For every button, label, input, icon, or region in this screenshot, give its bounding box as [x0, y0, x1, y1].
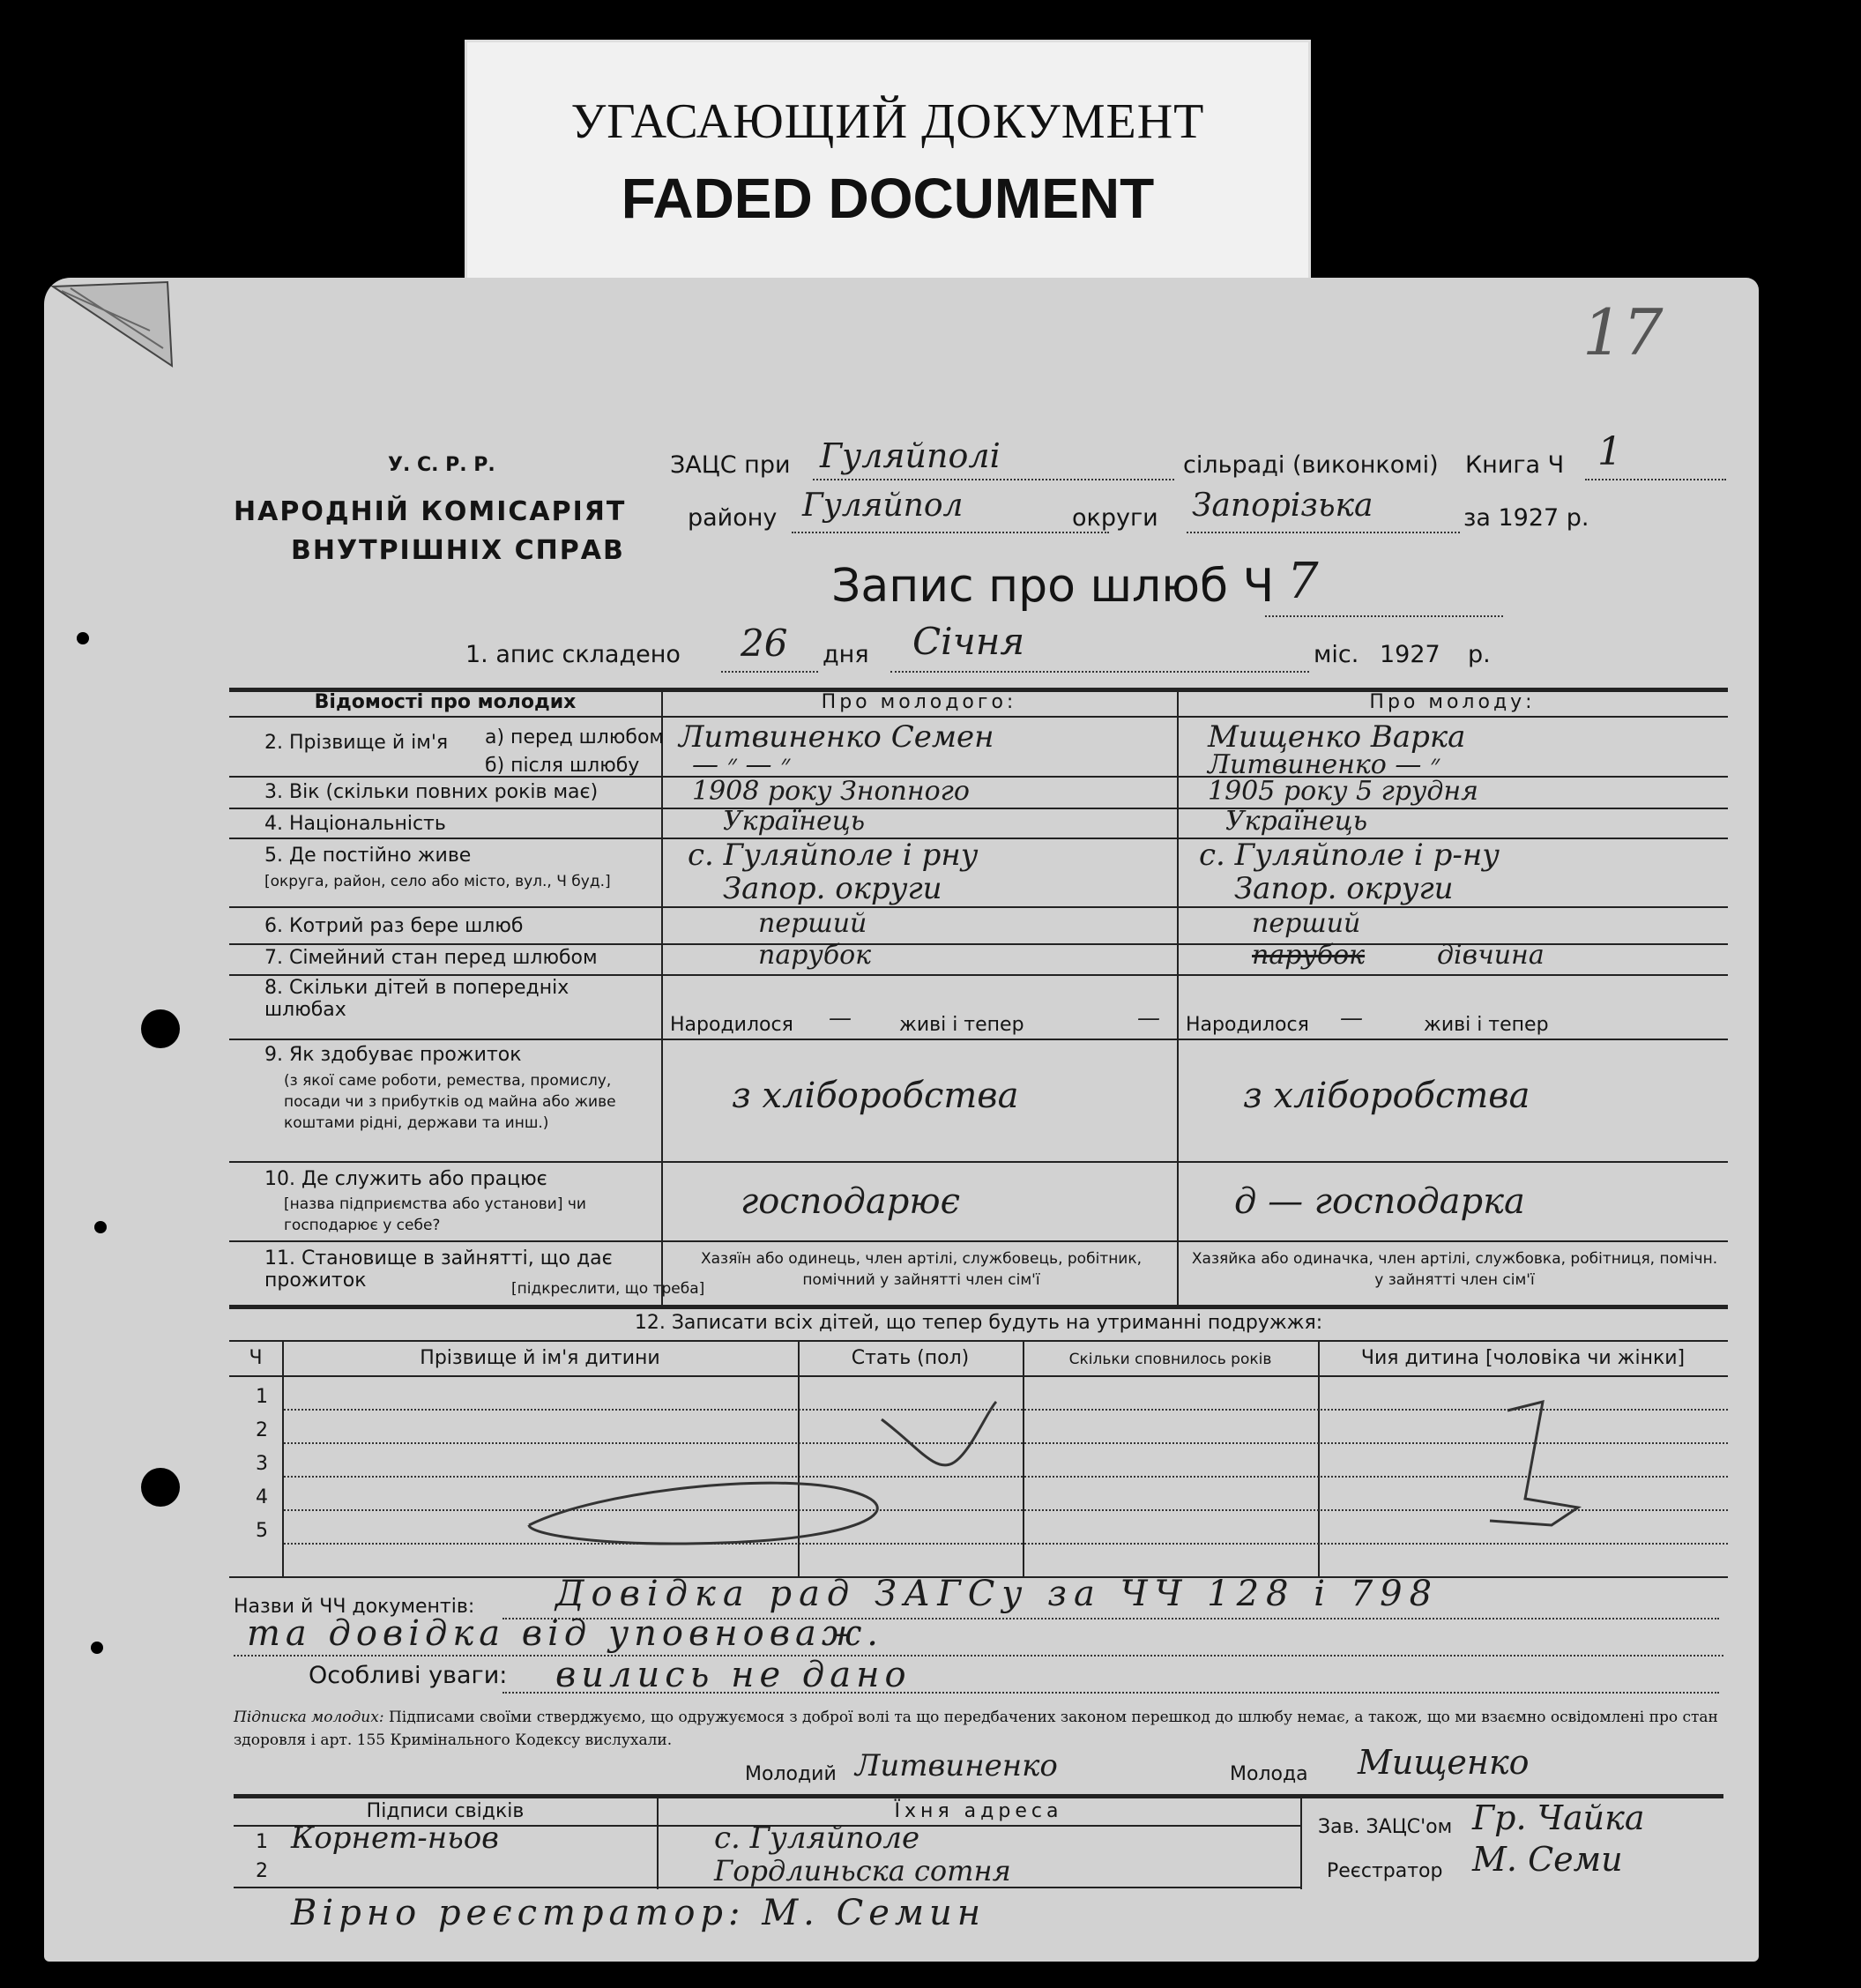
okrug-line: [1187, 525, 1460, 533]
bride-workplace: д — господарка: [1234, 1181, 1525, 1222]
children-col-age: Скільки сповнилось років: [1068, 1351, 1272, 1368]
row9-label: 9. Як здобуває прожиток: [264, 1044, 522, 1066]
registrar-signature: М. Семи: [1472, 1840, 1623, 1879]
bride-nationality: Українець: [1225, 806, 1368, 837]
groom-age: 1908 року Знопного: [692, 776, 970, 807]
col-info: Відомості про молодих: [314, 691, 577, 713]
witness1-name: Корнет-ньов: [291, 1820, 499, 1856]
groom-alive-label: живі і тепер: [899, 1014, 1024, 1036]
bride-born-label: Народилося: [1186, 1014, 1309, 1036]
bride-marital-status-struck: парубок: [1252, 940, 1366, 971]
bride-residence-2: Запор. округи: [1234, 871, 1454, 906]
witness-number: 1: [256, 1831, 268, 1853]
okrug-value: Запорізька: [1192, 488, 1373, 524]
witness2-address: Гордлиньска сотня: [714, 1854, 1011, 1887]
groom-name-before: Литвиненко Семен: [679, 719, 994, 755]
bride-residence-1: с. Гуляйполе і р-ну: [1199, 838, 1500, 873]
label-english: FADED DOCUMENT: [621, 167, 1155, 230]
row2-label: 2. Прізвище й ім'я: [264, 732, 449, 754]
groom-marriage-count: перший: [758, 908, 867, 939]
entry-month-label: міс.: [1314, 641, 1359, 668]
children-strikeout-mark: [229, 1375, 1728, 1578]
bride-age: 1905 року 5 грудня: [1208, 776, 1479, 807]
district-value: Гуляйпол: [802, 488, 964, 524]
groom-marital-status: парубок: [758, 940, 872, 971]
footer-note: Вірно реєстратор: М. Семин: [291, 1893, 986, 1933]
punch-hole: [141, 1009, 180, 1048]
punch-hole: [141, 1468, 180, 1507]
row7-label: 7. Сімейний стан перед шлюбом: [264, 947, 598, 969]
children-col-number: Ч: [249, 1347, 263, 1369]
row10-note: [назва підприємства або установи] чи господарює у себе?: [284, 1195, 586, 1234]
year-text: за 1927 р.: [1463, 504, 1589, 532]
child-row-number: 1: [256, 1386, 268, 1408]
groom-residence-1: с. Гуляйполе і рну: [688, 838, 979, 873]
children-title: 12. Записати всіх дітей, що тепер будуть на утриманні подружжя:: [634, 1312, 1323, 1334]
row10-label: 10. Де служить або працює: [264, 1168, 547, 1190]
children-col-sex: Стать (пол): [851, 1347, 970, 1369]
groom-livelihood: з хліборобства: [732, 1076, 1019, 1116]
faded-document-label: [465, 40, 1311, 291]
entry-day: 26: [741, 622, 788, 665]
row5-note: [округа, район, село або місто, вул., Ч буд.]: [264, 873, 611, 890]
bride-children-born: —: [1340, 1005, 1363, 1031]
ministry-line1: НАРОДНІЙ КОМІСАРІЯТ: [234, 496, 627, 527]
declaration-text: Підписами своїми стверджуємо, що одружуємося з доброї волі та що передбачених законом перешкод до шлюбу немає, а також, що ми взаємно освідомлені про стан здоровля і арт. 155 Кримінального Кодексу вислухали.: [234, 1709, 1718, 1749]
bride-signature: Мищенко: [1358, 1743, 1530, 1782]
groom-nationality: Українець: [723, 806, 866, 837]
registrar-label: Реєстратор: [1327, 1860, 1443, 1882]
row11-note: [підкреслити, що треба]: [511, 1280, 705, 1298]
bride-alive-label: живі і тепер: [1424, 1014, 1549, 1036]
row9-note: (з якої саме роботи, ремества, промислу, посади чи з прибутків од майна або живе коштами рідні, держави та инш.): [284, 1072, 616, 1132]
groom-workplace: господарює: [741, 1181, 960, 1222]
page-number: 17: [1582, 295, 1664, 369]
zags-place: Гуляйполі: [820, 436, 1001, 475]
marriage-details-table: [229, 688, 1728, 1578]
groom-children-alive: —: [1137, 1005, 1160, 1031]
child-row-number: 4: [256, 1486, 268, 1508]
row4-label: 4. Національність: [264, 813, 446, 835]
groom-signature: Литвиненко: [855, 1748, 1058, 1783]
remarks-label: Особливі уваги:: [309, 1662, 508, 1689]
entry-month-line: [890, 664, 1309, 673]
child-row-number: 5: [256, 1520, 268, 1542]
row6-label: 6. Котрий раз бере шлюб: [264, 915, 524, 937]
col-bride: Про молоду:: [1369, 691, 1536, 713]
groom-born-label: Народилося: [670, 1014, 793, 1036]
entry-year: 1927: [1380, 641, 1440, 668]
entry-prefix: 1. апис складено: [465, 641, 681, 668]
label-russian: УГАСАЮЩИЙ ДОКУМЕНТ: [570, 94, 1205, 149]
declaration-label: Підписка молодих:: [234, 1709, 384, 1726]
children-col-name: Прізвище й ім'я дитини: [420, 1347, 660, 1369]
ministry-line2: ВНУТРІШНІХ СПРАВ: [291, 535, 625, 566]
okrug-label: округи: [1072, 504, 1158, 532]
children-col-whose: Чия дитина [чоловіка чи жінки]: [1360, 1347, 1686, 1369]
bride-name-after: Литвиненко — ״: [1208, 749, 1440, 780]
bride-livelihood: з хліборобства: [1243, 1076, 1530, 1116]
groom-residence-2: Запор. округи: [723, 871, 942, 906]
groom-name-after: — ״ — ״: [692, 749, 791, 780]
zags-prefix: ЗАЦС при: [670, 451, 791, 479]
bride-name-before: Мищенко Варка: [1208, 719, 1466, 755]
groom-signature-label: Молодий: [745, 1763, 837, 1785]
entry-month: Січня: [912, 620, 1025, 663]
punch-hole: [94, 1221, 107, 1233]
book-value: 1: [1597, 429, 1622, 474]
witness-sig-header: Підписи свідків: [366, 1800, 525, 1822]
entry-day-label: дня: [823, 641, 869, 668]
bride-marital-status: дівчина: [1437, 940, 1545, 971]
witness1-address: с. Гуляйполе: [714, 1820, 920, 1856]
remarks-value: вились не дано: [555, 1655, 912, 1695]
row5-label: 5. Де постійно живе: [264, 845, 472, 867]
torn-corner-icon: [44, 278, 185, 375]
bride-marriage-count: перший: [1252, 908, 1361, 939]
book-label: Книга Ч: [1465, 451, 1565, 479]
col-groom: Про молодого:: [821, 691, 1017, 713]
head-label: Зав. ЗАЦС'ом: [1318, 1816, 1453, 1838]
record-number: 7: [1287, 553, 1319, 610]
entry-year-suffix: р.: [1468, 641, 1491, 668]
entry-day-line: [721, 664, 818, 673]
groom-occupation-status: Хазяїн або одинець, член артілі, службовець, робітник, помічний у зайнятті член сім'ї: [700, 1250, 1143, 1289]
groom-children-born: —: [829, 1005, 852, 1031]
record-title: Запис про шлюб Ч: [831, 560, 1275, 613]
row2-a-label: а) перед шлюбом: [485, 726, 665, 748]
bride-occupation-status: Хазяйка або одиначка, член артілі, службовка, робітниця, помічн. у зайнятті член сім'ї: [1191, 1250, 1718, 1289]
row3-label: 3. Вік (скільки повних років має): [264, 781, 599, 803]
documents-label: Назви й ЧЧ документів:: [234, 1596, 475, 1618]
marriage-record-sheet: [44, 278, 1759, 1962]
row11-label: 11. Становище в зайнятті, що дає прожиток: [264, 1247, 613, 1292]
row2-b-label: б) після шлюбу: [485, 755, 640, 777]
row8-label: 8. Скільки дітей в попередніх шлюбах: [264, 977, 569, 1021]
witness-number: 2: [256, 1860, 268, 1882]
bride-signature-label: Молода: [1230, 1763, 1308, 1785]
witness-addr-header: Їхня адреса: [894, 1800, 1063, 1822]
documents-line2: та довідка від уповноваж.: [247, 1613, 884, 1654]
documents-line1: Довідка рад ЗАГСу за ЧЧ 128 і 798: [555, 1574, 1440, 1614]
ussr-label: У. С. Р. Р.: [388, 454, 495, 476]
district-label: району: [688, 504, 778, 532]
punch-hole: [91, 1642, 103, 1654]
district-line: [792, 525, 1109, 533]
child-row-number: 3: [256, 1453, 268, 1475]
zags-suffix: сільраді (виконкомі): [1183, 451, 1439, 479]
punch-hole: [77, 632, 89, 644]
head-signature: Гр. Чайка: [1472, 1798, 1645, 1837]
child-row-number: 2: [256, 1419, 268, 1441]
